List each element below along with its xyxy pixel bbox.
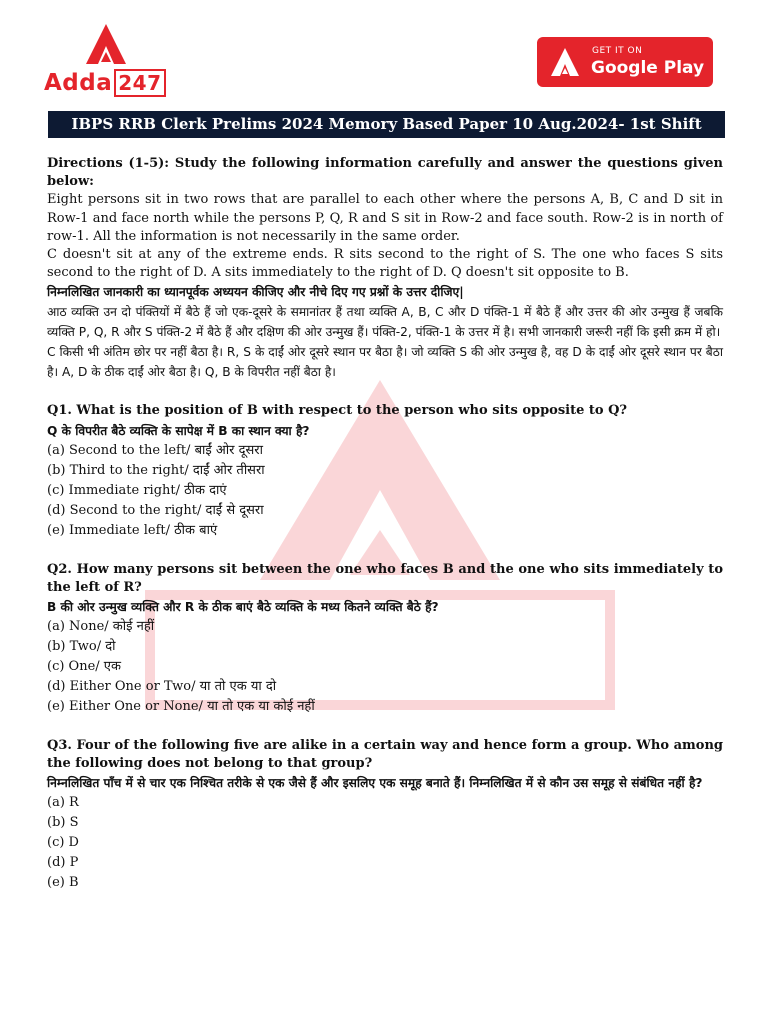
question-en: Q1. What is the position of B with respect to the person who sits opposite to Q? [47, 403, 628, 419]
store-big-text: Google Play [591, 58, 705, 78]
option: (a) Second to the left/ बाईं ओर दूसरा [47, 442, 263, 458]
directions-en-paragraph-2: C doesn't sit at any of the extreme ends. R sits second to the right of S. The one who faces S sits second to the right of D. A sits immediately to the right of D. Q doesn't sit opposite to B. [47, 247, 723, 281]
option: (b) S [47, 815, 79, 831]
question-block-1 [47, 402, 723, 540]
directions-heading: Directions (1-5): Study the following information carefully and answer the questions given below: [47, 156, 723, 190]
directions-hi-paragraph-1: आठ व्यक्ति उन दो पंक्तियों में बैठे हैं जो एक-दूसरे के समानांतर हैं तथा व्यक्ति A, B, C और D पंक्ति-1 में बैठे हैं और उत्तर की ओर उन्मुख हैं जबकि व्यक्ति P, Q, R और S पंक्ति-2 में बैठे हैं और दक्षिण की ओर उन्मुख हैं। पंक्ति-2, पंक्ति-1 के उत्तर में है। सभी जानकारी जरूरी नहीं कि इसी क्रम में हो। [47, 305, 723, 340]
store-small-text: GET IT ON [592, 46, 643, 56]
option: (c) One/ एक [47, 659, 121, 675]
question-hi: निम्नलिखित पाँच में से चार एक निश्चित तरीके से एक जैसे हैं और इसलिए एक समूह बनाते हैं। निम्नलिखित में से कौन उस समूह से संबंधित नहीं है? [47, 776, 703, 791]
spacer [47, 717, 723, 737]
page-title-banner: IBPS RRB Clerk Prelims 2024 Memory Based Paper 10 Aug.2024- 1st Shift [48, 111, 725, 138]
google-play-button[interactable] [537, 37, 713, 87]
directions-hi-heading: निम्नलिखित जानकारी का ध्यानपूर्वक अध्ययन कीजिए और नीचे दिए गए प्रश्नों के उत्तर दीजिए| [47, 285, 464, 300]
option: (e) Either One or None/ या तो एक या कोई नहीं [47, 699, 315, 715]
question-en: Q2. How many persons sit between the one who faces B and the one who sits immediately to the left of R? [47, 561, 723, 595]
adda-play-icon [549, 46, 581, 78]
question-block-2 [47, 561, 723, 717]
option: (a) None/ कोई नहीं [47, 619, 155, 635]
option: (c) Immediate right/ ठीक दाएं [47, 482, 227, 498]
directions-en-paragraph-1: Eight persons sit in two rows that are parallel to each other where the persons A, B, C and D sit in Row-1 and face north while the persons P, Q, R and S sit in Row-2 and face south. Row-2 is in north of row-1. All the information is not necessarily in the same order. [47, 192, 723, 244]
option: (d) P [47, 855, 79, 871]
adda247-logo[interactable] [44, 22, 169, 98]
option: (d) Second to the right/ दाईं से दूसरा [47, 502, 264, 518]
option: (e) Immediate left/ ठीक बाएं [47, 522, 218, 538]
option: (b) Two/ दो [47, 639, 116, 655]
question-hi: B की ओर उन्मुख व्यक्ति और R के ठीक बाएं बैठे व्यक्ति के मध्य कितने व्यक्ति बैठे हैं? [47, 600, 439, 615]
adda-triangle-icon [84, 22, 128, 66]
option: (e) B [47, 875, 79, 891]
option: (d) Either One or Two/ या तो एक या दो [47, 679, 277, 695]
document-body [47, 155, 723, 893]
option: (b) Third to the right/ दाईं ओर तीसरा [47, 462, 265, 478]
question-block-3 [47, 737, 723, 893]
logo-text: Adda [44, 70, 113, 96]
logo-wordmark [44, 70, 166, 96]
question-hi: Q के विपरीत बैठे व्यक्ति के सापेक्ष में B का स्थान क्या है? [47, 423, 310, 438]
question-en: Q3. Four of the following five are alike in a certain way and hence form a group. Who among the following does not belong to that group? [47, 738, 723, 772]
spacer [47, 541, 723, 561]
spacer [47, 382, 723, 402]
option: (a) R [47, 795, 79, 811]
directions-hi-paragraph-2: C किसी भी अंतिम छोर पर नहीं बैठा है। R, S के दाईं ओर दूसरे स्थान पर बैठा है। जो व्यक्ति S की ओर उन्मुख है, वह D के दाईं ओर दूसरे स्थान पर बैठा है। A, D के ठीक दाईं ओर बैठा है। Q, B के विपरीत नहीं बैठा है। [47, 345, 723, 380]
option: (c) D [47, 835, 79, 851]
logo-number: 247 [114, 69, 165, 97]
